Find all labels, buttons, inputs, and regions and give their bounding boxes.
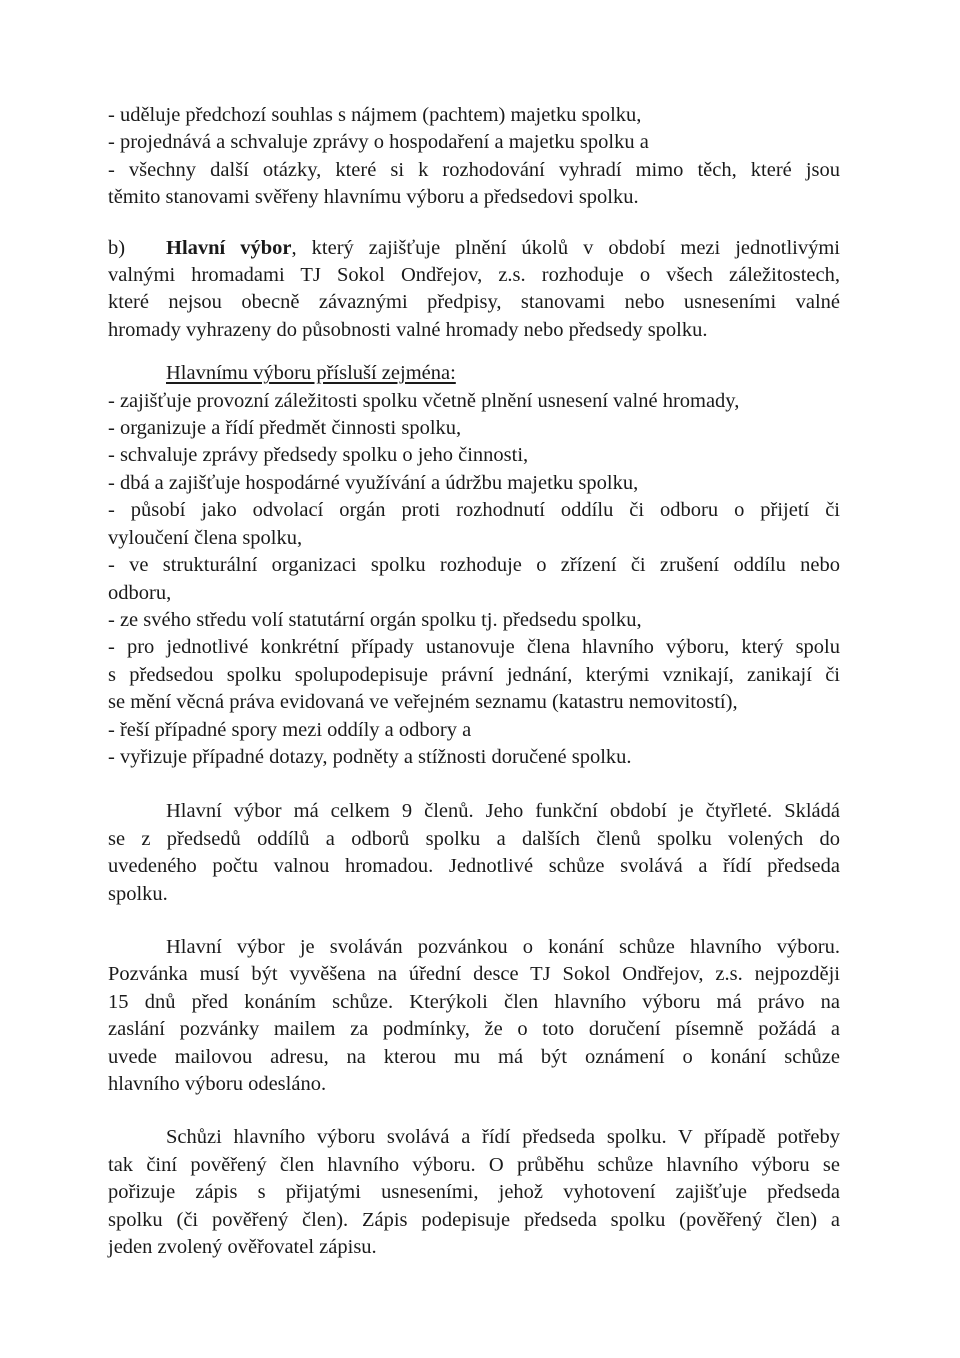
- duties-heading: Hlavnímu výboru přísluší zejména:: [166, 362, 456, 385]
- section-b-line: které nejsou obecně závaznými předpisy, stanovami nebo usneseními valné: [108, 291, 840, 314]
- list-item: - vyřizuje případné dotazy, podněty a stížnosti doručené spolku.: [108, 745, 632, 768]
- paragraph-line: Hlavní výbor má celkem 9 členů. Jeho funkční období je čtyřleté. Skládá: [166, 800, 840, 823]
- paragraph-line: spolku.: [108, 882, 168, 905]
- section-b-line-rest: , který zajišťuje plnění úkolů v období mezi jednotlivými: [291, 236, 840, 259]
- list-item: - projednává a schvaluje zprávy o hospodaření a majetku spolku a: [108, 131, 649, 154]
- paragraph-invite: [108, 934, 840, 1098]
- paragraph-line: se z předsedů oddílů a odborů spolku a dalších členů spolku volených do: [108, 827, 840, 850]
- section-b: [108, 235, 840, 345]
- paragraph-line: uvedeného počtu valnou hromadou. Jednotlivé schůze svolává a řídí předseda: [108, 855, 840, 878]
- duties-list: [108, 360, 840, 771]
- list-item-continuation: odboru,: [108, 581, 172, 604]
- paragraph-line: hlavního výboru odesláno.: [108, 1073, 327, 1095]
- paragraph-line: uvede mailovou adresu, na kterou mu má být oznámení o konání schůze: [108, 1045, 840, 1068]
- document-page: [108, 102, 840, 1261]
- paragraph-members: [108, 798, 840, 908]
- list-item-continuation: vyloučení člena spolku,: [108, 526, 303, 549]
- list-top: [108, 102, 840, 212]
- list-item-continuation: se mění věcná práva evidovaná ve veřejném seznamu (katastru nemovitostí),: [108, 691, 738, 714]
- list-item: - všechny další otázky, které si k rozhodování vyhradí mimo těch, které jsou: [108, 158, 840, 181]
- list-item-continuation: těmito stanovami svěřeny hlavnímu výboru a předsedovi spolku.: [108, 186, 639, 209]
- paragraph-line: Pozvánka musí být vyvěšena na úřední desce TJ Sokol Ondřejov, z.s. nejpozději: [108, 963, 840, 986]
- paragraph-line: Hlavní výbor je svoláván pozvánkou o konání schůze hlavního výboru.: [166, 935, 840, 958]
- section-label: b): [108, 236, 126, 259]
- list-item: - pro jednotlivé konkrétní případy ustanovuje člena hlavního výboru, který spolu: [108, 636, 840, 659]
- list-item: - ve strukturální organizaci spolku rozhoduje o zřízení či zrušení oddílu nebo: [108, 554, 840, 577]
- list-item: - působí jako odvolací orgán proti rozhodnutí oddílu či odboru o přijetí či: [108, 499, 840, 522]
- paragraph-line: zaslání pozvánky mailem za podmínky, že o toto doručení písemně požádá a: [108, 1018, 840, 1041]
- list-item: - ze svého středu volí statutární orgán spolku tj. předsedu spolku,: [108, 608, 642, 631]
- section-b-first-line: [108, 235, 840, 262]
- list-item-continuation: s předsedou spolku spolupodepisuje právní jednání, kterými vznikají, zanikají či: [108, 663, 840, 686]
- list-item: - řeší případné spory mezi oddíly a odbory a: [108, 718, 472, 741]
- paragraph-line: pořizuje zápis s přijatými usneseními, jehož vyhotovení zajišťuje předseda: [108, 1181, 840, 1204]
- paragraph-meeting: [108, 1124, 840, 1261]
- section-term: Hlavní výbor: [166, 236, 292, 259]
- paragraph-line: tak činí pověřený člen hlavního výboru. O průběhu schůze hlavního výboru se: [108, 1153, 840, 1176]
- paragraph-line: Schůzi hlavního výboru svolává a řídí předseda spolku. V případě potřeby: [166, 1126, 840, 1149]
- section-b-line: valnými hromadami TJ Sokol Ondřejov, z.s. rozhoduje o všech záležitostech,: [108, 264, 840, 287]
- section-b-line: hromady vyhrazeny do působnosti valné hromady nebo předsedy spolku.: [108, 318, 708, 341]
- paragraph-line: 15 dnů před konáním schůze. Kterýkoli člen hlavního výboru má právo na: [108, 990, 840, 1013]
- list-item: - schvaluje zprávy předsedy spolku o jeho činnosti,: [108, 444, 529, 467]
- list-item: - uděluje předchozí souhlas s nájmem (pachtem) majetku spolku,: [108, 104, 642, 126]
- list-item: - dbá a zajišťuje hospodárné využívání a údržbu majetku spolku,: [108, 471, 639, 494]
- list-item: - organizuje a řídí předmět činnosti spolku,: [108, 417, 462, 440]
- paragraph-line: jeden zvolený ověřovatel zápisu.: [108, 1236, 377, 1259]
- paragraph-line: spolku (či pověřený člen). Zápis podepisuje předseda spolku (pověřený člen) a: [108, 1208, 840, 1231]
- list-item: - zajišťuje provozní záležitosti spolku včetně plnění usnesení valné hromady,: [108, 389, 740, 412]
